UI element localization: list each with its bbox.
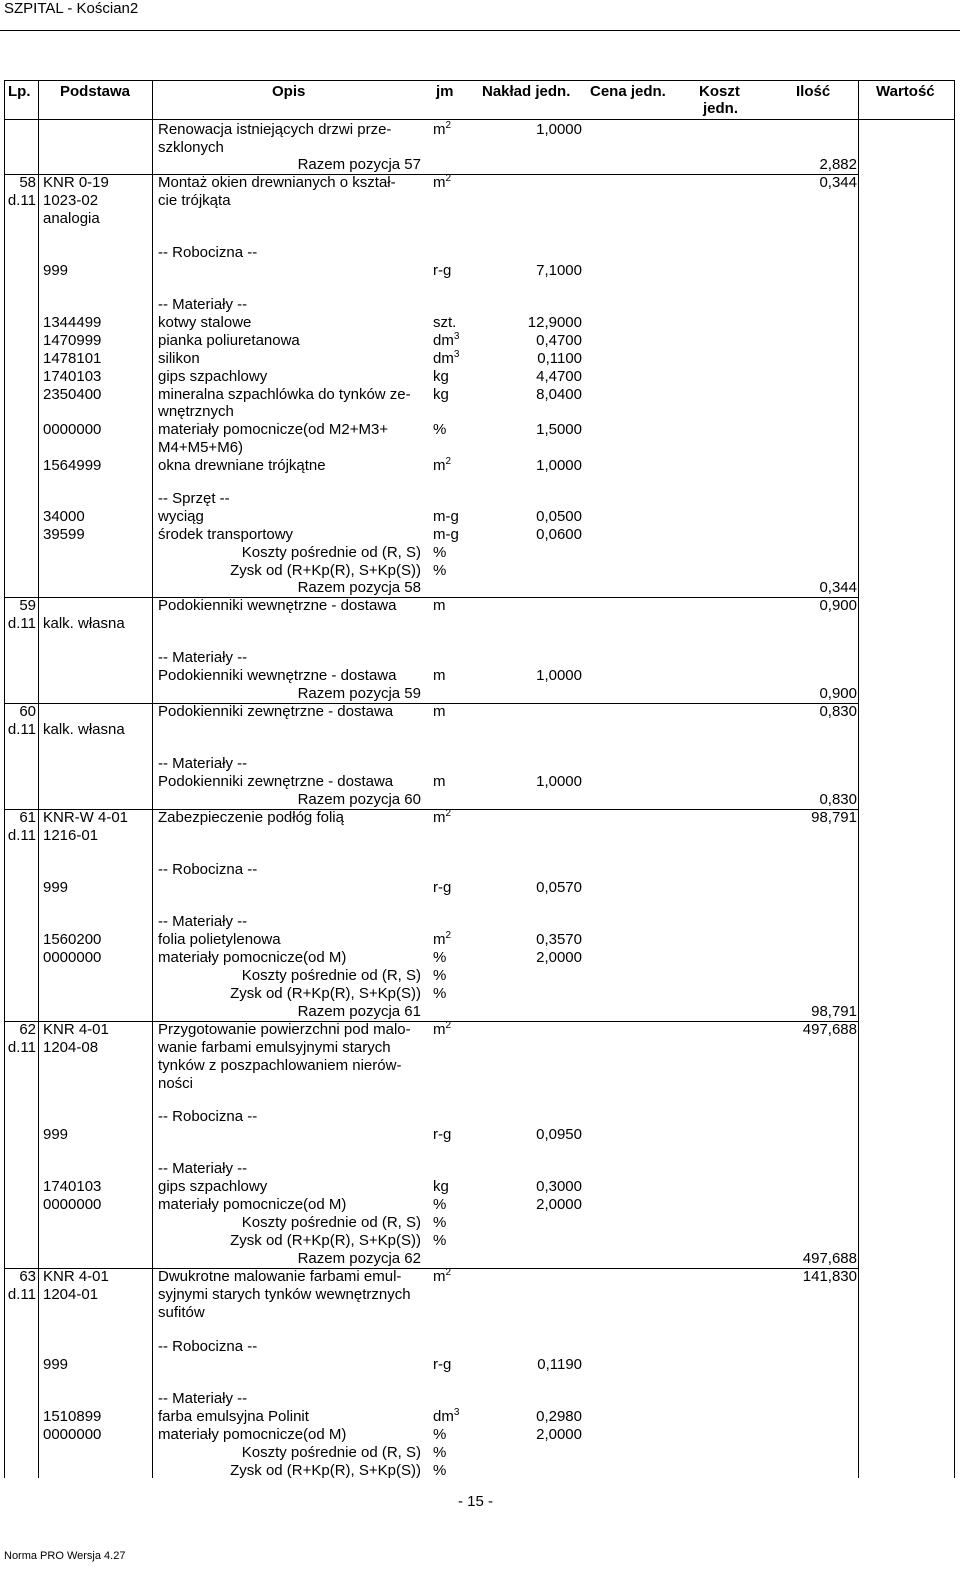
cell-opis: okna drewniane trójkątne xyxy=(158,457,326,474)
cell-opis: Razem pozycja 61 xyxy=(297,1003,421,1020)
cell-ilosc: 0,344 xyxy=(819,579,857,596)
unit-text: r-g xyxy=(433,1126,452,1143)
cell-naklad: 2,0000 xyxy=(536,1196,582,1213)
unit-text: % xyxy=(433,544,447,561)
cell-lp: 62 xyxy=(19,1021,36,1038)
cell-jm xyxy=(433,809,451,827)
cell-jm xyxy=(433,457,451,475)
cell-podstawa: 999 xyxy=(43,879,69,896)
header-jm: jm xyxy=(436,83,454,100)
unit-text: m xyxy=(433,1021,446,1038)
cell-podstawa: kalk. własna xyxy=(43,615,125,632)
cell-podstawa: 1740103 xyxy=(43,1178,102,1195)
header-bottom-rule xyxy=(4,119,954,120)
cell-ilosc: 0,344 xyxy=(819,174,857,191)
unit-text: szt. xyxy=(433,314,457,331)
cell-opis: M4+M5+M6) xyxy=(158,439,244,456)
cell-podstawa: 1204-01 xyxy=(43,1286,99,1303)
unit-text: % xyxy=(433,562,447,579)
cell-jm xyxy=(433,1426,446,1444)
position-separator xyxy=(4,703,858,704)
unit-exponent: 3 xyxy=(453,331,460,342)
cell-opis: -- Materiały -- xyxy=(158,913,248,930)
header-wartosc: Wartość xyxy=(876,83,935,100)
unit-text: m xyxy=(433,1268,446,1285)
unit-text: dm xyxy=(433,332,454,349)
unit-text: dm xyxy=(433,1408,454,1425)
cell-podstawa: 999 xyxy=(43,1126,69,1143)
unit-text: m xyxy=(433,121,446,138)
cell-jm xyxy=(433,949,446,967)
document-title: SZPITAL - Kościan2 xyxy=(4,0,139,17)
unit-exponent: 2 xyxy=(445,120,452,131)
unit-exponent: 2 xyxy=(445,173,452,184)
cell-opis: Zabezpieczenie podłóg folią xyxy=(158,809,344,826)
cell-jm xyxy=(433,773,446,791)
cell-naklad: 1,0000 xyxy=(536,667,582,684)
cell-jm xyxy=(433,350,459,368)
unit-text: m xyxy=(433,931,446,948)
position-separator xyxy=(4,174,858,175)
cell-podstawa: kalk. własna xyxy=(43,721,125,738)
cell-jm xyxy=(433,544,446,562)
cell-naklad: 12,9000 xyxy=(527,314,582,331)
unit-text: kg xyxy=(433,368,449,385)
cell-naklad: 1,0000 xyxy=(536,773,582,790)
unit-exponent: 3 xyxy=(453,1407,460,1418)
cell-opis: -- Materiały -- xyxy=(158,1390,248,1407)
cell-opis: -- Robocizna -- xyxy=(158,1108,258,1125)
cell-opis: farba emulsyjna Polinit xyxy=(158,1408,309,1425)
cell-podstawa: 999 xyxy=(43,1356,69,1373)
position-separator xyxy=(4,597,858,598)
cell-ilosc: 0,830 xyxy=(819,791,857,808)
cell-opis: Przygotowanie powierzchni pod malo- xyxy=(158,1021,411,1038)
cell-lp: d.11 xyxy=(7,615,36,632)
cell-ilosc: 497,688 xyxy=(802,1021,857,1038)
unit-exponent: 2 xyxy=(445,456,452,467)
cell-jm xyxy=(433,526,459,544)
unit-text: % xyxy=(433,1462,447,1479)
cell-podstawa: 1344499 xyxy=(43,314,102,331)
unit-text: m xyxy=(433,174,446,191)
cell-podstawa: 1216-01 xyxy=(43,827,99,844)
cell-opis: Podokienniki zewnętrzne - dostawa xyxy=(158,773,394,790)
cell-podstawa: 1470999 xyxy=(43,332,102,349)
cell-opis: -- Materiały -- xyxy=(158,755,248,772)
cell-naklad: 0,0500 xyxy=(536,508,582,525)
cell-lp: 58 xyxy=(19,174,36,191)
cell-jm xyxy=(433,1408,459,1426)
unit-text: m xyxy=(433,457,446,474)
header-cena: Cena jedn. xyxy=(590,83,666,100)
cell-jm xyxy=(433,1196,446,1214)
cell-jm xyxy=(433,421,446,439)
cell-opis: Montaż okien drewnianych o kształ- xyxy=(158,174,396,191)
cell-podstawa: 1560200 xyxy=(43,931,102,948)
cell-jm xyxy=(433,1356,451,1374)
cell-podstawa: 0000000 xyxy=(43,421,102,438)
unit-text: r-g xyxy=(433,1356,452,1373)
vline-ilosc xyxy=(858,80,859,1478)
cell-podstawa: 1740103 xyxy=(43,368,102,385)
header-opis: Opis xyxy=(272,83,306,100)
unit-text: kg xyxy=(433,1178,449,1195)
unit-exponent: 2 xyxy=(445,1020,452,1031)
cell-lp: d.11 xyxy=(7,1039,36,1056)
header-naklad: Nakład jedn. xyxy=(482,83,571,100)
cell-podstawa: KNR 4-01 xyxy=(43,1021,109,1038)
unit-text: m-g xyxy=(433,526,459,543)
cell-naklad: 1,0000 xyxy=(536,121,582,138)
unit-exponent: 2 xyxy=(445,930,452,941)
cell-jm xyxy=(433,597,446,615)
software-footer: Norma PRO Wersja 4.27 xyxy=(4,1550,126,1562)
cell-opis: gips szpachlowy xyxy=(158,368,268,385)
cell-ilosc: 2,882 xyxy=(819,156,857,173)
cell-jm xyxy=(433,879,451,897)
cell-jm xyxy=(433,1232,446,1250)
cell-ilosc: 98,791 xyxy=(811,1003,857,1020)
cell-lp: d.11 xyxy=(7,721,36,738)
cell-podstawa: 39599 xyxy=(43,526,85,543)
cell-naklad: 0,0570 xyxy=(536,879,582,896)
header-koszt-jedn: jedn. xyxy=(703,100,739,117)
cell-opis: tynków z poszpachlowaniem nierów- xyxy=(158,1057,402,1074)
cell-naklad: 0,3570 xyxy=(536,931,582,948)
unit-text: r-g xyxy=(433,879,452,896)
cell-ilosc: 0,900 xyxy=(819,685,857,702)
position-separator xyxy=(4,1021,858,1022)
cell-podstawa: 2350400 xyxy=(43,386,102,403)
cell-opis: Razem pozycja 58 xyxy=(297,579,421,596)
cell-opis: Zysk od (R+Kp(R), S+Kp(S)) xyxy=(230,1232,421,1249)
cell-jm xyxy=(433,121,451,139)
cell-naklad: 0,1190 xyxy=(537,1356,582,1373)
cell-lp: 63 xyxy=(19,1268,36,1285)
cell-jm xyxy=(433,1126,451,1144)
unit-exponent: 3 xyxy=(453,349,460,360)
unit-text: % xyxy=(433,967,447,984)
cell-lp: 60 xyxy=(19,703,36,720)
cell-opis: Renowacja istniejących drzwi prze- xyxy=(158,121,392,138)
cell-jm xyxy=(433,931,451,949)
cell-opis: Koszty pośrednie od (R, S) xyxy=(241,967,421,984)
cell-naklad: 7,1000 xyxy=(536,262,582,279)
cell-opis: ności xyxy=(158,1075,194,1092)
cell-opis: Zysk od (R+Kp(R), S+Kp(S)) xyxy=(230,1462,421,1479)
cell-opis: -- Materiały -- xyxy=(158,649,248,666)
header-ilosc: Ilość xyxy=(796,83,831,100)
cell-naklad: 0,2980 xyxy=(536,1408,582,1425)
cell-opis: Razem pozycja 57 xyxy=(297,156,421,173)
cell-opis: szklonych xyxy=(158,139,224,156)
cell-naklad: 0,3000 xyxy=(536,1178,582,1195)
unit-text: % xyxy=(433,1214,447,1231)
cell-jm xyxy=(433,1462,446,1480)
unit-text: m-g xyxy=(433,508,459,525)
unit-text: kg xyxy=(433,386,449,403)
unit-text: m xyxy=(433,667,446,684)
unit-text: m xyxy=(433,809,446,826)
cell-opis: materiały pomocnicze(od M2+M3+ xyxy=(158,421,389,438)
cell-opis: Podokienniki wewnętrzne - dostawa xyxy=(158,597,397,614)
cell-opis: -- Materiały -- xyxy=(158,1160,248,1177)
cell-podstawa: 1023-02 xyxy=(43,192,99,209)
cell-naklad: 0,0950 xyxy=(536,1126,582,1143)
unit-text: % xyxy=(433,1444,447,1461)
top-rule xyxy=(0,30,960,31)
cell-opis: sufitów xyxy=(158,1304,205,1321)
cell-podstawa: 34000 xyxy=(43,508,85,525)
cell-naklad: 2,0000 xyxy=(536,1426,582,1443)
cell-lp: 61 xyxy=(19,809,36,826)
cell-opis: materiały pomocnicze(od M) xyxy=(158,1196,347,1213)
cell-opis: -- Robocizna -- xyxy=(158,244,258,261)
cell-ilosc: 0,900 xyxy=(819,597,857,614)
cell-ilosc: 98,791 xyxy=(811,809,857,826)
unit-text: m xyxy=(433,773,446,790)
cell-naklad: 0,4700 xyxy=(536,332,582,349)
cell-opis: Razem pozycja 62 xyxy=(297,1250,421,1267)
cell-opis: wyciąg xyxy=(158,508,204,525)
cell-jm xyxy=(433,985,446,1003)
cell-jm xyxy=(433,332,459,350)
cell-jm xyxy=(433,1021,451,1039)
unit-text: % xyxy=(433,985,447,1002)
cell-ilosc: 141,830 xyxy=(802,1268,857,1285)
cell-opis: gips szpachlowy xyxy=(158,1178,268,1195)
cell-jm xyxy=(433,667,446,685)
cell-podstawa: KNR 0-19 xyxy=(43,174,109,191)
unit-text: % xyxy=(433,1196,447,1213)
position-separator xyxy=(4,1268,858,1269)
cell-opis: -- Robocizna -- xyxy=(158,861,258,878)
page-number: - 15 - xyxy=(458,1493,494,1510)
cell-opis: folia polietylenowa xyxy=(158,931,281,948)
cell-podstawa: KNR 4-01 xyxy=(43,1268,109,1285)
cell-jm xyxy=(433,1268,451,1286)
cell-opis: kotwy stalowe xyxy=(158,314,252,331)
cell-podstawa: 999 xyxy=(43,262,69,279)
cell-opis: materiały pomocnicze(od M) xyxy=(158,1426,347,1443)
position-separator xyxy=(4,809,858,810)
cell-naklad: 2,0000 xyxy=(536,949,582,966)
cell-naklad: 8,0400 xyxy=(536,386,582,403)
cell-opis: silikon xyxy=(158,350,200,367)
cell-podstawa: 0000000 xyxy=(43,949,102,966)
cell-ilosc: 497,688 xyxy=(802,1250,857,1267)
cell-opis: Podokienniki zewnętrzne - dostawa xyxy=(158,703,394,720)
cell-podstawa: 1510899 xyxy=(43,1408,102,1425)
cell-opis: -- Robocizna -- xyxy=(158,1338,258,1355)
cell-naklad: 0,1100 xyxy=(537,350,582,367)
cell-opis: -- Materiały -- xyxy=(158,296,248,313)
cell-lp: d.11 xyxy=(7,1286,36,1303)
cell-jm xyxy=(433,174,451,192)
cell-opis: wanie farbami emulsyjnymi starych xyxy=(158,1039,391,1056)
header-podstawa: Podstawa xyxy=(60,83,131,100)
unit-text: dm xyxy=(433,350,454,367)
cell-opis: wnętrznych xyxy=(158,403,234,420)
unit-text: % xyxy=(433,1426,447,1443)
cell-podstawa: 1478101 xyxy=(43,350,102,367)
cell-jm xyxy=(433,368,449,386)
cell-opis: mineralna szpachlówka do tynków ze- xyxy=(158,386,411,403)
unit-text: m xyxy=(433,597,446,614)
cell-jm xyxy=(433,1444,446,1462)
cell-opis: Dwukrotne malowanie farbami emul- xyxy=(158,1268,402,1285)
cell-podstawa: 1204-08 xyxy=(43,1039,99,1056)
cell-jm xyxy=(433,262,451,280)
cell-opis: -- Sprzęt -- xyxy=(158,490,230,507)
header-top-rule xyxy=(4,80,954,81)
cell-jm xyxy=(433,703,446,721)
header-lp: Lp. xyxy=(8,83,31,100)
cell-jm xyxy=(433,386,449,404)
cell-naklad: 0,0600 xyxy=(536,526,582,543)
cell-podstawa: 0000000 xyxy=(43,1426,102,1443)
cell-opis: Koszty pośrednie od (R, S) xyxy=(241,1444,421,1461)
cell-podstawa: KNR-W 4-01 xyxy=(43,809,129,826)
cell-jm xyxy=(433,562,446,580)
cell-jm xyxy=(433,1214,446,1232)
cell-lp: d.11 xyxy=(7,827,36,844)
cell-opis: cie trójkąta xyxy=(158,192,231,209)
cell-opis: Razem pozycja 59 xyxy=(297,685,421,702)
cell-ilosc: 0,830 xyxy=(819,703,857,720)
unit-exponent: 2 xyxy=(445,1267,452,1278)
unit-text: m xyxy=(433,703,446,720)
cell-opis: środek transportowy xyxy=(158,526,294,543)
cell-jm xyxy=(433,314,456,332)
cell-opis: Koszty pośrednie od (R, S) xyxy=(241,1214,421,1231)
unit-exponent: 2 xyxy=(445,808,452,819)
cell-jm xyxy=(433,1178,449,1196)
cell-opis: Koszty pośrednie od (R, S) xyxy=(241,544,421,561)
cell-jm xyxy=(433,508,459,526)
cell-naklad: 1,0000 xyxy=(536,457,582,474)
cell-opis: Zysk od (R+Kp(R), S+Kp(S)) xyxy=(230,985,421,1002)
cell-lp: d.11 xyxy=(7,192,36,209)
cell-opis: Razem pozycja 60 xyxy=(297,791,421,808)
cell-podstawa: 1564999 xyxy=(43,457,102,474)
cell-podstawa: analogia xyxy=(43,210,100,227)
cell-opis: Podokienniki wewnętrzne - dostawa xyxy=(158,667,397,684)
vline-right xyxy=(954,80,955,1478)
header-koszt: Koszt xyxy=(699,83,740,100)
unit-text: % xyxy=(433,1232,447,1249)
unit-text: % xyxy=(433,949,447,966)
unit-text: r-g xyxy=(433,262,452,279)
cell-opis: materiały pomocnicze(od M) xyxy=(158,949,347,966)
cell-lp: 59 xyxy=(19,597,36,614)
cell-jm xyxy=(433,967,446,985)
cell-naklad: 4,4700 xyxy=(536,368,582,385)
cell-podstawa: 0000000 xyxy=(43,1196,102,1213)
cell-opis: syjnymi starych tynków wewnętrznych xyxy=(158,1286,411,1303)
cell-naklad: 1,5000 xyxy=(536,421,582,438)
unit-text: % xyxy=(433,421,447,438)
cell-opis: Zysk od (R+Kp(R), S+Kp(S)) xyxy=(230,562,421,579)
cell-opis: pianka poliuretanowa xyxy=(158,332,300,349)
